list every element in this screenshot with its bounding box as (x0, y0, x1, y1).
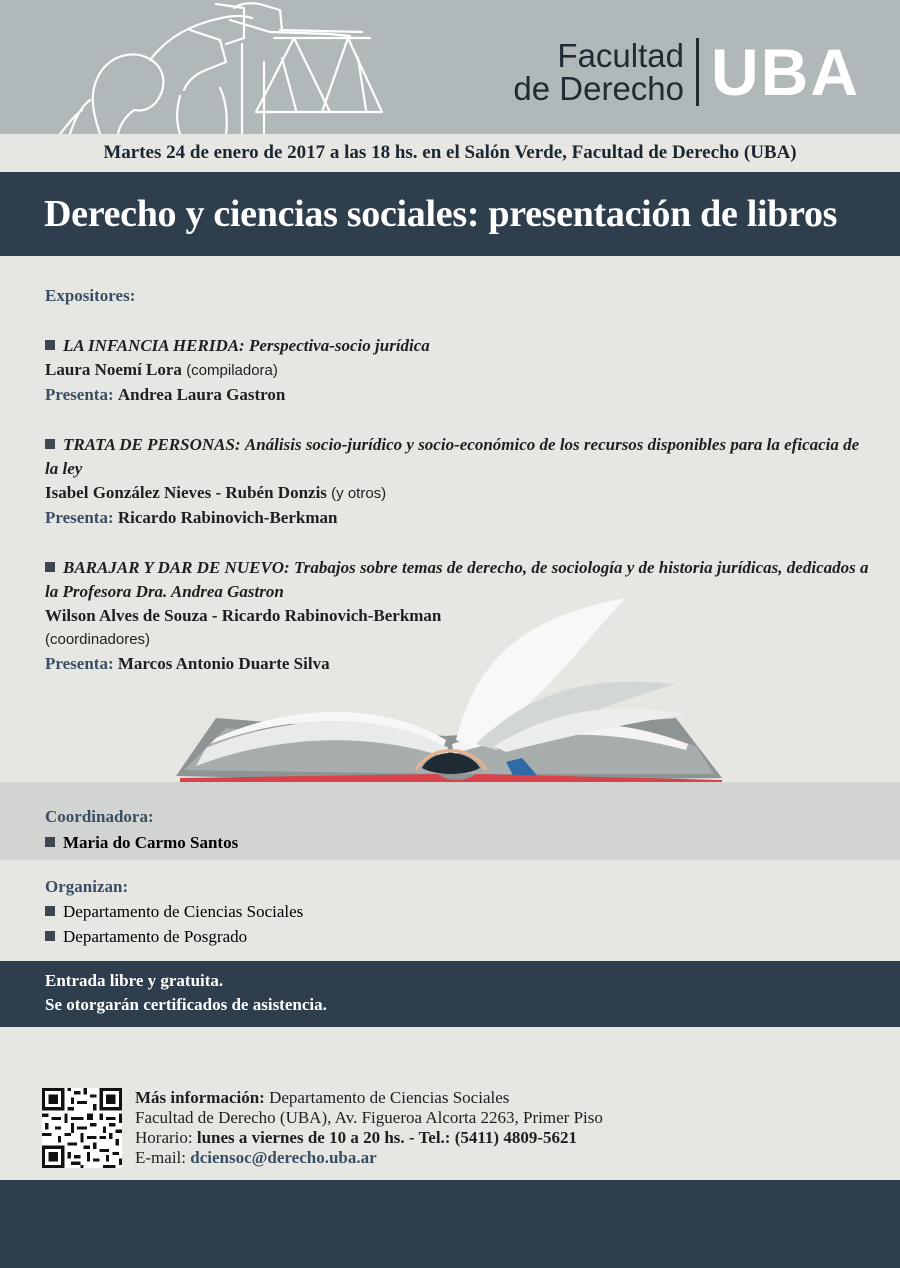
faculty-name (513, 39, 684, 105)
book-role: (coordinadores) (45, 631, 151, 648)
contact-details (135, 1088, 603, 1168)
organizan-label: Organizan: (45, 877, 129, 896)
open-book-illustration (176, 598, 726, 798)
entry-line-certificates: Se otorgarán certificados de asistencia. (45, 995, 327, 1014)
book-title: LA INFANCIA HERIDA: (63, 336, 245, 355)
address-text: Facultad de Derecho (UBA), Av. Figueroa Alcorta 2263, Primer Piso (135, 1108, 603, 1127)
faculty-logo (513, 32, 860, 112)
square-bullet-icon (45, 931, 55, 941)
footer-band (0, 1180, 900, 1268)
horario-value: lunes a viernes de 10 a 20 hs. - Tel.: (5411) 4809-5621 (196, 1128, 577, 1147)
contact-info (42, 1088, 862, 1168)
book-entry-1 (45, 334, 875, 407)
mas-info-label: Más información: (135, 1088, 265, 1107)
entry-line-free: Entrada libre y gratuita. (45, 971, 224, 990)
entry-band (0, 961, 900, 1027)
book-title: TRATA DE PERSONAS: (63, 435, 241, 454)
book-title: BARAJAR Y DAR DE NUEVO: (63, 558, 290, 577)
faculty-name-line1: Facultad (557, 37, 684, 74)
square-bullet-icon (45, 837, 55, 847)
square-bullet-icon (45, 340, 55, 350)
presenta-label: Presenta: (45, 385, 114, 404)
uba-wordmark: UBA (711, 35, 860, 109)
entry-notice (45, 969, 327, 1017)
organizer-item: Departamento de Ciencias Sociales (63, 902, 304, 921)
book-authors: Laura Noemí Lora (45, 360, 182, 379)
coordinator-band (0, 782, 900, 860)
presenter-name: Ricardo Rabinovich-Berkman (117, 508, 338, 527)
expositores-label: Expositores: (45, 286, 136, 305)
organizer-item: Departamento de Posgrado (63, 927, 248, 946)
horario-label: Horario: (135, 1128, 193, 1147)
presenter-name: Andrea Laura Gastron (117, 385, 286, 404)
qr-code-icon (42, 1088, 122, 1168)
title-band (0, 172, 900, 256)
book-authors: Wilson Alves de Souza - Ricardo Rabinovich-Berkman (45, 606, 442, 625)
header-banner (0, 0, 900, 134)
book-subtitle: Perspectiva-socio jurídica (248, 336, 430, 355)
square-bullet-icon (45, 562, 55, 572)
book-subtitle: Análisis socio-jurídico y socio-económico de los recursos disponibles para la eficacia de la ley (45, 435, 860, 478)
square-bullet-icon (45, 439, 55, 449)
book-authors: Isabel González Nieves - Rubén Donzis (45, 483, 327, 502)
faculty-name-line2: de Derecho (513, 70, 684, 107)
email-link[interactable]: dciensoc@derecho.uba.ar (190, 1148, 377, 1167)
page-title: Derecho y ciencias sociales: presentación de libros (44, 193, 838, 235)
presenta-label: Presenta: (45, 508, 114, 527)
email-label: E-mail: (135, 1148, 186, 1167)
mas-info-value: Departamento de Ciencias Sociales (269, 1088, 510, 1107)
event-dateline (0, 134, 900, 172)
book-role: (y otros) (331, 485, 387, 502)
coordinadora-label: Coordinadora: (45, 807, 154, 826)
coordinator-name: Maria do Carmo Santos (63, 833, 239, 852)
justice-statue-illustration (30, 0, 400, 134)
logo-divider (696, 38, 699, 106)
coordinator-section (45, 804, 238, 856)
book-entry-2 (45, 433, 875, 530)
square-bullet-icon (45, 906, 55, 916)
presenter-name: Marcos Antonio Duarte Silva (117, 654, 330, 673)
presenta-label: Presenta: (45, 654, 114, 673)
book-role: (compiladora) (186, 362, 278, 379)
event-date-text: Martes 24 de enero de 2017 a las 18 hs. en el Salón Verde, Facultad de Derecho (UBA) (103, 142, 797, 163)
organizers-section (45, 874, 303, 949)
book-subtitle: Trabajos sobre temas de derecho, de sociología y de historia jurídicas, dedicados a la Profesora Dra. Andrea Gastron (45, 558, 869, 601)
